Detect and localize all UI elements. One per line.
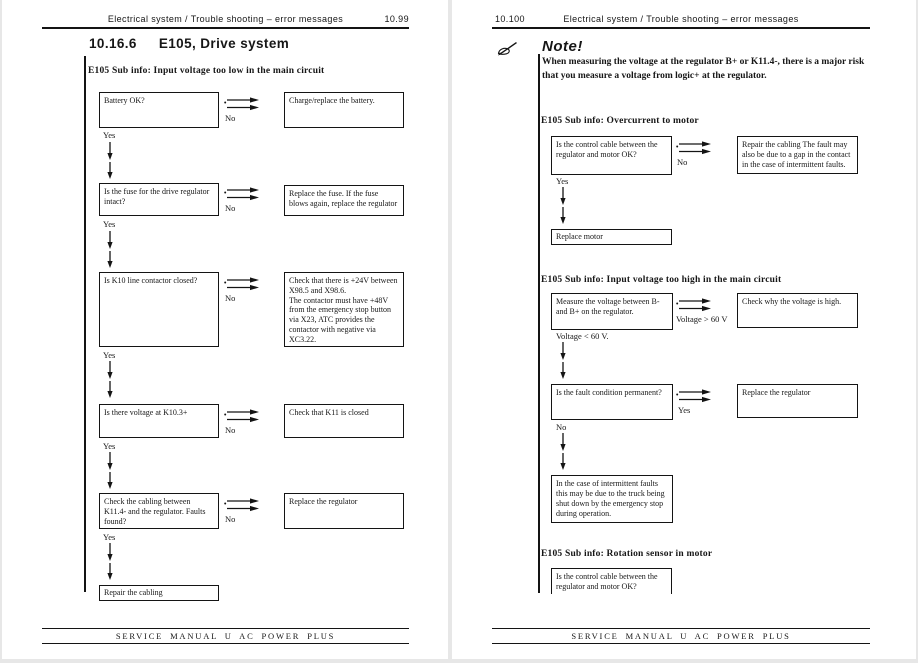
flow-question-box: Is the fault condition permanent? bbox=[551, 384, 673, 420]
flow-question-box: Measure the voltage between B- and B+ on the regulator. bbox=[551, 293, 673, 330]
footer-rule-top bbox=[492, 628, 870, 629]
down-arrow-icon bbox=[104, 452, 116, 490]
flow-result-box: In the case of intermittent faults this may be due to the truck being shut down by the emergency stop during operation. bbox=[551, 475, 673, 523]
page-right bbox=[452, 0, 916, 659]
yes-label: Yes bbox=[103, 219, 116, 229]
no-label: No bbox=[225, 293, 236, 303]
subinfo-heading: E105 Sub info: Input voltage too low in the main circuit bbox=[88, 66, 325, 76]
branch-arrow-icon bbox=[676, 297, 712, 313]
note-text: When measuring the voltage at the regulator B+ or K11.4-, there is a major risk that you measure a voltage from logic+ at the regulator. bbox=[542, 57, 865, 82]
flow-answer-box: Check that there is +24V between X98.5 and X98.6. The contactor must have +48V from the emergency stop button via X23, ATC provides the contactor with negative via XC3.22. bbox=[284, 272, 404, 347]
footer-text: SERVICE MANUAL U AC POWER PLUS bbox=[115, 631, 336, 641]
flow-result-box: Replace motor bbox=[551, 229, 672, 245]
flow-question-box: Battery OK? bbox=[99, 92, 219, 128]
page-number: 10.100 bbox=[495, 14, 525, 24]
yes-label: Yes bbox=[556, 176, 569, 186]
flow-answer-box: Repair the cabling The fault may also be due to a gap in the contact in the case of intermittent faults. bbox=[737, 136, 858, 174]
yes-label: Yes bbox=[103, 441, 116, 451]
footer-rule-top bbox=[42, 628, 409, 629]
no-arrow-icon bbox=[224, 96, 260, 112]
flow-question-box: Is K10 line contactor closed? bbox=[99, 272, 219, 347]
change-bar bbox=[538, 54, 540, 593]
no-label: No bbox=[225, 514, 236, 524]
header-rule bbox=[42, 27, 409, 29]
down-arrow-icon bbox=[557, 433, 569, 471]
page-number: 10.99 bbox=[384, 14, 409, 24]
flow-question-box: Is the control cable between the regulator and motor OK? bbox=[551, 136, 672, 175]
flow-question-box: Check the cabling between K11.4- and the regulator. Faults found? bbox=[99, 493, 219, 529]
no-arrow-icon bbox=[224, 276, 260, 292]
no-label: No bbox=[556, 422, 567, 432]
no-label: No bbox=[225, 425, 236, 435]
page-header-title: Electrical system / Trouble shooting – error messages bbox=[563, 14, 799, 24]
flow-question-box-cut: Is the control cable between the regulator and motor OK? bbox=[551, 568, 672, 594]
down-arrow-icon bbox=[557, 342, 569, 380]
section-name: E105, Drive system bbox=[158, 36, 290, 51]
flow-answer-box: Check that K11 is closed bbox=[284, 404, 404, 438]
note-title: Note! bbox=[542, 38, 583, 55]
page-header-title: Electrical system / Trouble shooting – error messages bbox=[107, 14, 344, 24]
flow-result-box: Repair the cabling bbox=[99, 585, 219, 601]
down-arrow-icon bbox=[557, 187, 569, 225]
no-arrow-icon bbox=[676, 140, 712, 156]
no-arrow-icon bbox=[224, 186, 260, 202]
yes-label: Yes bbox=[103, 350, 116, 360]
footer-rule-bottom bbox=[492, 643, 870, 644]
voltage-low-label: Voltage < 60 V. bbox=[556, 331, 609, 341]
header-rule bbox=[492, 27, 870, 29]
no-label: No bbox=[225, 113, 236, 123]
down-arrow-icon bbox=[104, 142, 116, 180]
down-arrow-icon bbox=[104, 543, 116, 581]
no-arrow-icon bbox=[224, 408, 260, 424]
subinfo-heading: E105 Sub info: Rotation sensor in motor bbox=[541, 549, 713, 559]
flow-question-box: Is the fuse for the drive regulator intact? bbox=[99, 183, 219, 216]
subinfo-heading: E105 Sub info: Overcurrent to motor bbox=[541, 116, 699, 126]
voltage-high-label: Voltage > 60 V bbox=[676, 314, 728, 324]
yes-label: Yes bbox=[678, 405, 691, 415]
section-title bbox=[89, 36, 289, 51]
down-arrow-icon bbox=[104, 361, 116, 399]
subinfo-heading: E105 Sub info: Input voltage too high in the main circuit bbox=[541, 275, 782, 285]
page-left bbox=[2, 0, 448, 659]
section-number: 10.16.6 bbox=[89, 36, 137, 51]
footer-text: SERVICE MANUAL U AC POWER PLUS bbox=[571, 631, 791, 641]
yes-arrow-icon bbox=[676, 388, 712, 404]
no-label: No bbox=[225, 203, 236, 213]
note-icon bbox=[496, 41, 519, 57]
flow-answer-box: Check why the voltage is high. bbox=[737, 293, 858, 328]
flow-answer-box: Replace the regulator bbox=[737, 384, 858, 418]
yes-label: Yes bbox=[103, 532, 116, 542]
footer-rule-bottom bbox=[42, 643, 409, 644]
flow-answer-box: Replace the fuse. If the fuse blows again, replace the regulator bbox=[284, 185, 404, 216]
yes-label: Yes bbox=[103, 130, 116, 140]
change-bar bbox=[84, 56, 86, 592]
flow-question-box: Is there voltage at K10.3+ bbox=[99, 404, 219, 438]
flow-answer-box: Charge/replace the battery. bbox=[284, 92, 404, 128]
no-label: No bbox=[677, 157, 688, 167]
down-arrow-icon bbox=[104, 231, 116, 269]
no-arrow-icon bbox=[224, 497, 260, 513]
flow-answer-box: Replace the regulator bbox=[284, 493, 404, 529]
